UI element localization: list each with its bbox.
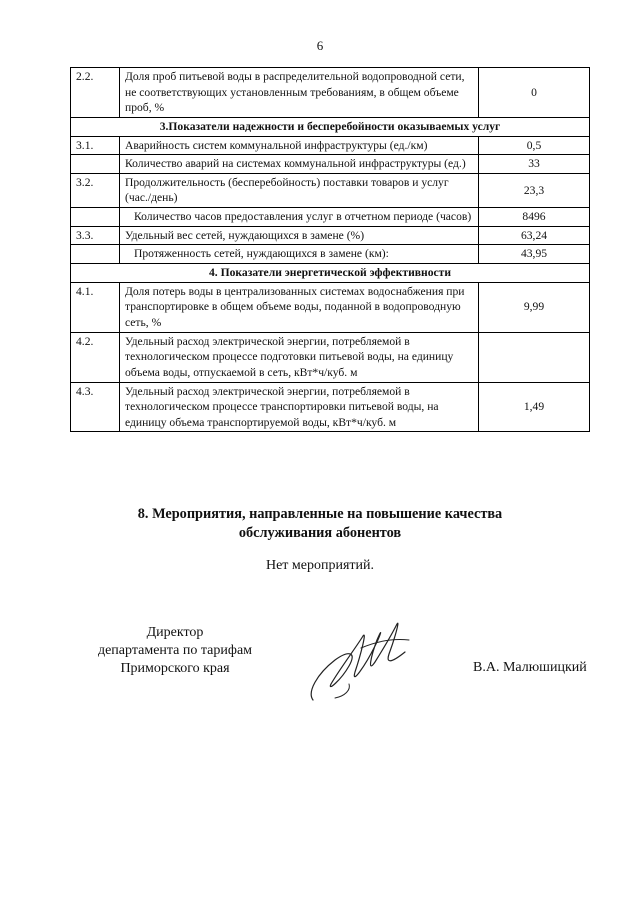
indicator-value: 33 bbox=[479, 155, 590, 174]
signatory-name: В.А. Малюшицкий bbox=[473, 660, 587, 675]
section-title: 4. Показатели энергетической эффективности bbox=[71, 264, 590, 283]
section-8-heading bbox=[0, 505, 640, 544]
table-row bbox=[71, 282, 590, 332]
row-number: 2.2. bbox=[71, 68, 120, 118]
row-number bbox=[71, 245, 120, 264]
section-8-heading-line-2: обслуживания абонентов bbox=[238, 525, 402, 542]
table-row bbox=[71, 155, 590, 174]
row-number: 3.2. bbox=[71, 173, 120, 207]
table-row bbox=[71, 245, 590, 264]
signatory-title bbox=[40, 624, 310, 678]
indicator-value: 9,99 bbox=[479, 282, 590, 332]
page-number: 6 bbox=[316, 38, 324, 53]
indicator-name: Доля проб питьевой воды в распределительной водопроводной сети, не соответствующих установленным требованиям, в общем объеме проб, % bbox=[120, 68, 479, 118]
section-title: 3.Показатели надежности и бесперебойности оказываемых услуг bbox=[71, 117, 590, 136]
row-number: 3.3. bbox=[71, 226, 120, 245]
indicator-value: 8496 bbox=[479, 208, 590, 227]
table-row bbox=[71, 68, 590, 118]
section-8-body: Нет мероприятий. bbox=[265, 558, 375, 573]
indicator-value: 63,24 bbox=[479, 226, 590, 245]
indicator-name: Аварийность систем коммунальной инфраструктуры (ед./км) bbox=[120, 136, 479, 155]
indicator-name: Продолжительность (бесперебойность) поставки товаров и услуг (час./день) bbox=[120, 173, 479, 207]
table-row bbox=[71, 332, 590, 382]
indicator-name: Протяженность сетей, нуждающихся в замене (км): bbox=[120, 245, 479, 264]
indicator-value: 0 bbox=[479, 68, 590, 118]
indicator-value: 0,5 bbox=[479, 136, 590, 155]
indicator-name: Количество аварий на системах коммунальной инфраструктуры (ед.) bbox=[120, 155, 479, 174]
signatory-title-line-1: Директор bbox=[146, 625, 204, 640]
table-row bbox=[71, 208, 590, 227]
handwritten-signature bbox=[305, 612, 415, 707]
signatory-title-line-3: Приморского края bbox=[120, 660, 230, 676]
indicator-value bbox=[479, 332, 590, 382]
signatory-title-line-2: департамента по тарифам bbox=[97, 642, 253, 658]
row-number: 4.1. bbox=[71, 282, 120, 332]
indicator-value: 43,95 bbox=[479, 245, 590, 264]
indicators-table bbox=[70, 67, 590, 432]
row-number: 4.2. bbox=[71, 332, 120, 382]
indicator-name: Количество часов предоставления услуг в отчетном периоде (часов) bbox=[120, 208, 479, 227]
row-number bbox=[71, 208, 120, 227]
table-row bbox=[71, 382, 590, 432]
table-row bbox=[71, 173, 590, 207]
indicator-name: Удельный расход электрической энергии, потребляемой в технологическом процессе подготовки питьевой воды, на единицу объема воды, отпускаемой в сеть, кВт*ч/куб. м bbox=[120, 332, 479, 382]
row-number: 3.1. bbox=[71, 136, 120, 155]
section-header-row bbox=[71, 117, 590, 136]
indicator-name: Удельный вес сетей, нуждающихся в замене (%) bbox=[120, 226, 479, 245]
indicator-value: 1,49 bbox=[479, 382, 590, 432]
section-header-row bbox=[71, 264, 590, 283]
table-row bbox=[71, 226, 590, 245]
indicator-value: 23,3 bbox=[479, 173, 590, 207]
indicator-name: Доля потерь воды в централизованных системах водоснабжения при транспортировке в общем объеме воды, поданной в водопроводную сеть, % bbox=[120, 282, 479, 332]
row-number: 4.3. bbox=[71, 382, 120, 432]
table-row bbox=[71, 136, 590, 155]
row-number bbox=[71, 155, 120, 174]
indicator-name: Удельный расход электрической энергии, потребляемой в технологическом процессе транспортировки питьевой воды, на единицу объема транспортируемой воды, кВт*ч/куб. м bbox=[120, 382, 479, 432]
section-8-heading-line-1: 8. Мероприятия, направленные на повышение качества bbox=[137, 506, 503, 522]
